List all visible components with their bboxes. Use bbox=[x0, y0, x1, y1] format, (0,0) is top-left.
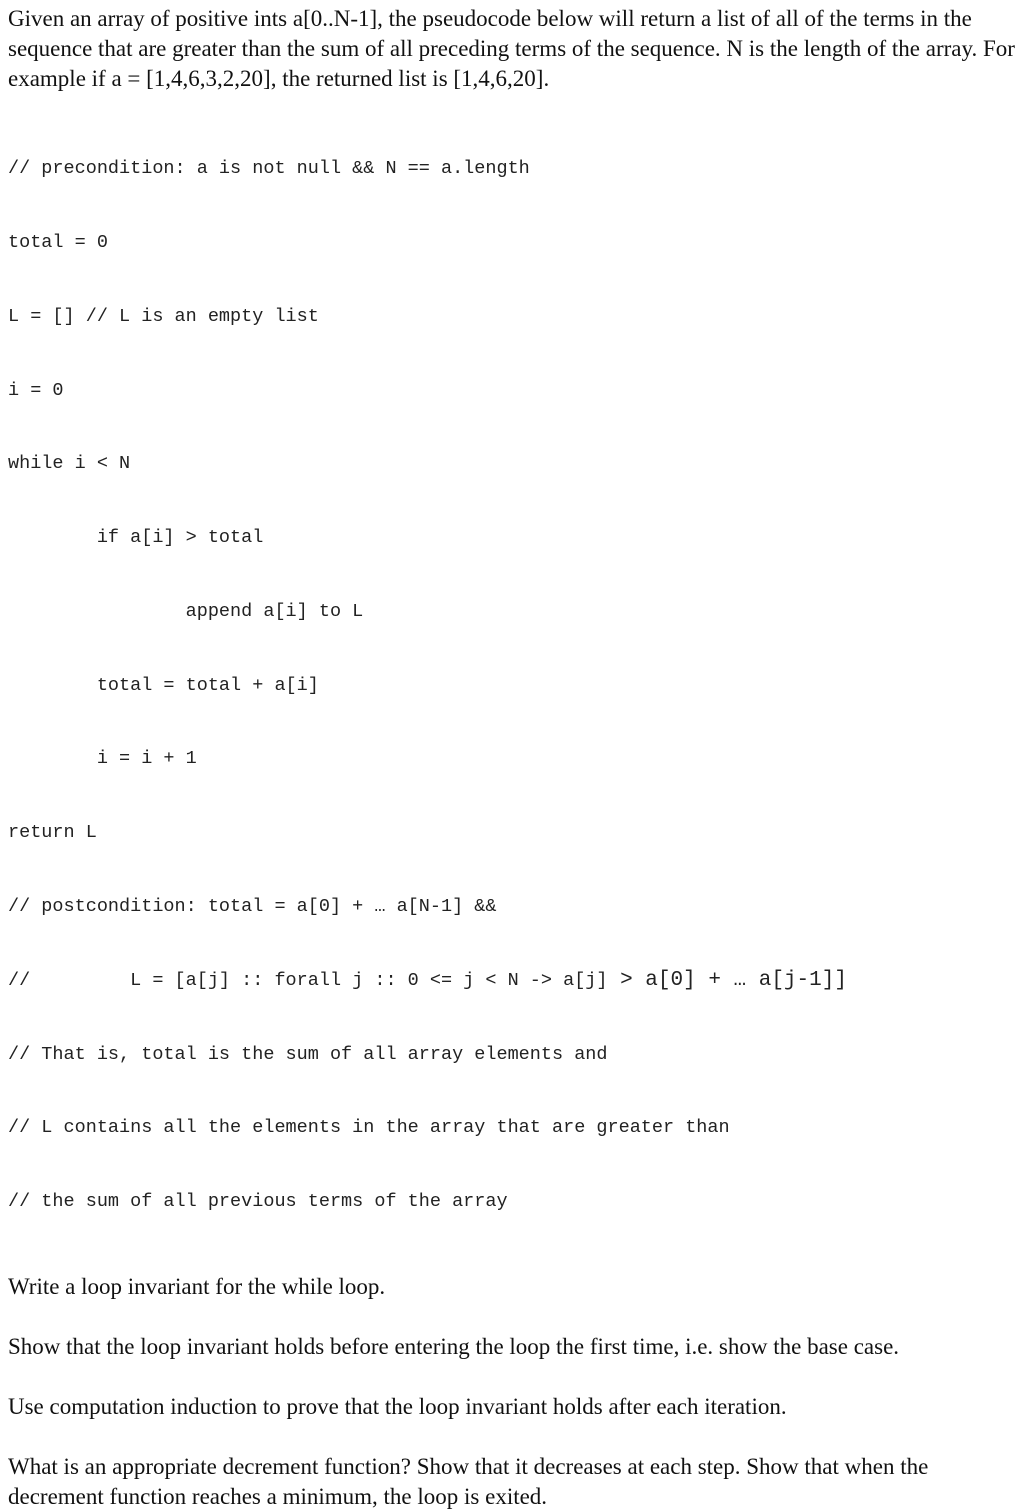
code-line-postcondition: // postcondition: total = a[0] + … a[N-1] && bbox=[8, 896, 497, 917]
code-line-comment-2: // L contains all the elements in the array that are greater than bbox=[8, 1117, 730, 1139]
code-line-total-update: total = total + a[i] bbox=[8, 674, 319, 696]
code-line-total-init: total = 0 bbox=[8, 231, 108, 253]
code-line-postcondition-list bbox=[8, 969, 1018, 994]
code-line-index-init: i = 0 bbox=[8, 379, 64, 401]
question-induction: Use computation induction to prove that the loop invariant holds after each iteration. bbox=[8, 1393, 787, 1419]
code-line-if: if a[i] > total bbox=[8, 527, 264, 549]
code-line-increment: i = i + 1 bbox=[8, 748, 197, 770]
code-line-comment-1: // That is, total is the sum of all array elements and bbox=[8, 1043, 608, 1065]
problem-statement: Given an array of positive ints a[0..N-1], the pseudocode below will return a list of all of the terms in the sequence that are greater than the sum of all preceding terms of the sequence. N is the length of the array. For example if a = [1,4,6,3,2,20], the returned list is [1,4,6,20]. bbox=[8, 6, 1015, 91]
code-line-precondition: // precondition: a is not null && N == a.length bbox=[8, 158, 530, 180]
code-line-postcondition-list-head: // L = [a[j] :: forall j :: 0 <= j < N -> a[j] bbox=[8, 969, 608, 991]
question-decrement-function: What is an appropriate decrement function? Show that it decreases at each step. Show that when the decrement function reaches a minimum, the loop is exited. bbox=[8, 1453, 929, 1509]
code-line-postcondition-list-tail: > a[0] + … a[j-1]] bbox=[607, 968, 847, 992]
code-line-while: while i < N bbox=[8, 453, 131, 475]
pseudocode-block bbox=[8, 108, 1018, 1264]
question-base-case: Show that the loop invariant holds before entering the loop the first time, i.e. show the base case. bbox=[8, 1333, 900, 1359]
code-line-comment-3: // the sum of all previous terms of the array bbox=[8, 1191, 508, 1213]
questions-section bbox=[8, 1272, 1018, 1512]
question-loop-invariant: Write a loop invariant for the while loop. bbox=[8, 1273, 386, 1299]
code-line-return: return L bbox=[8, 822, 97, 844]
document-page bbox=[8, 4, 1018, 1512]
code-line-list-init: L = [] // L is an empty list bbox=[8, 305, 319, 327]
code-line-append: append a[i] to L bbox=[8, 600, 364, 622]
